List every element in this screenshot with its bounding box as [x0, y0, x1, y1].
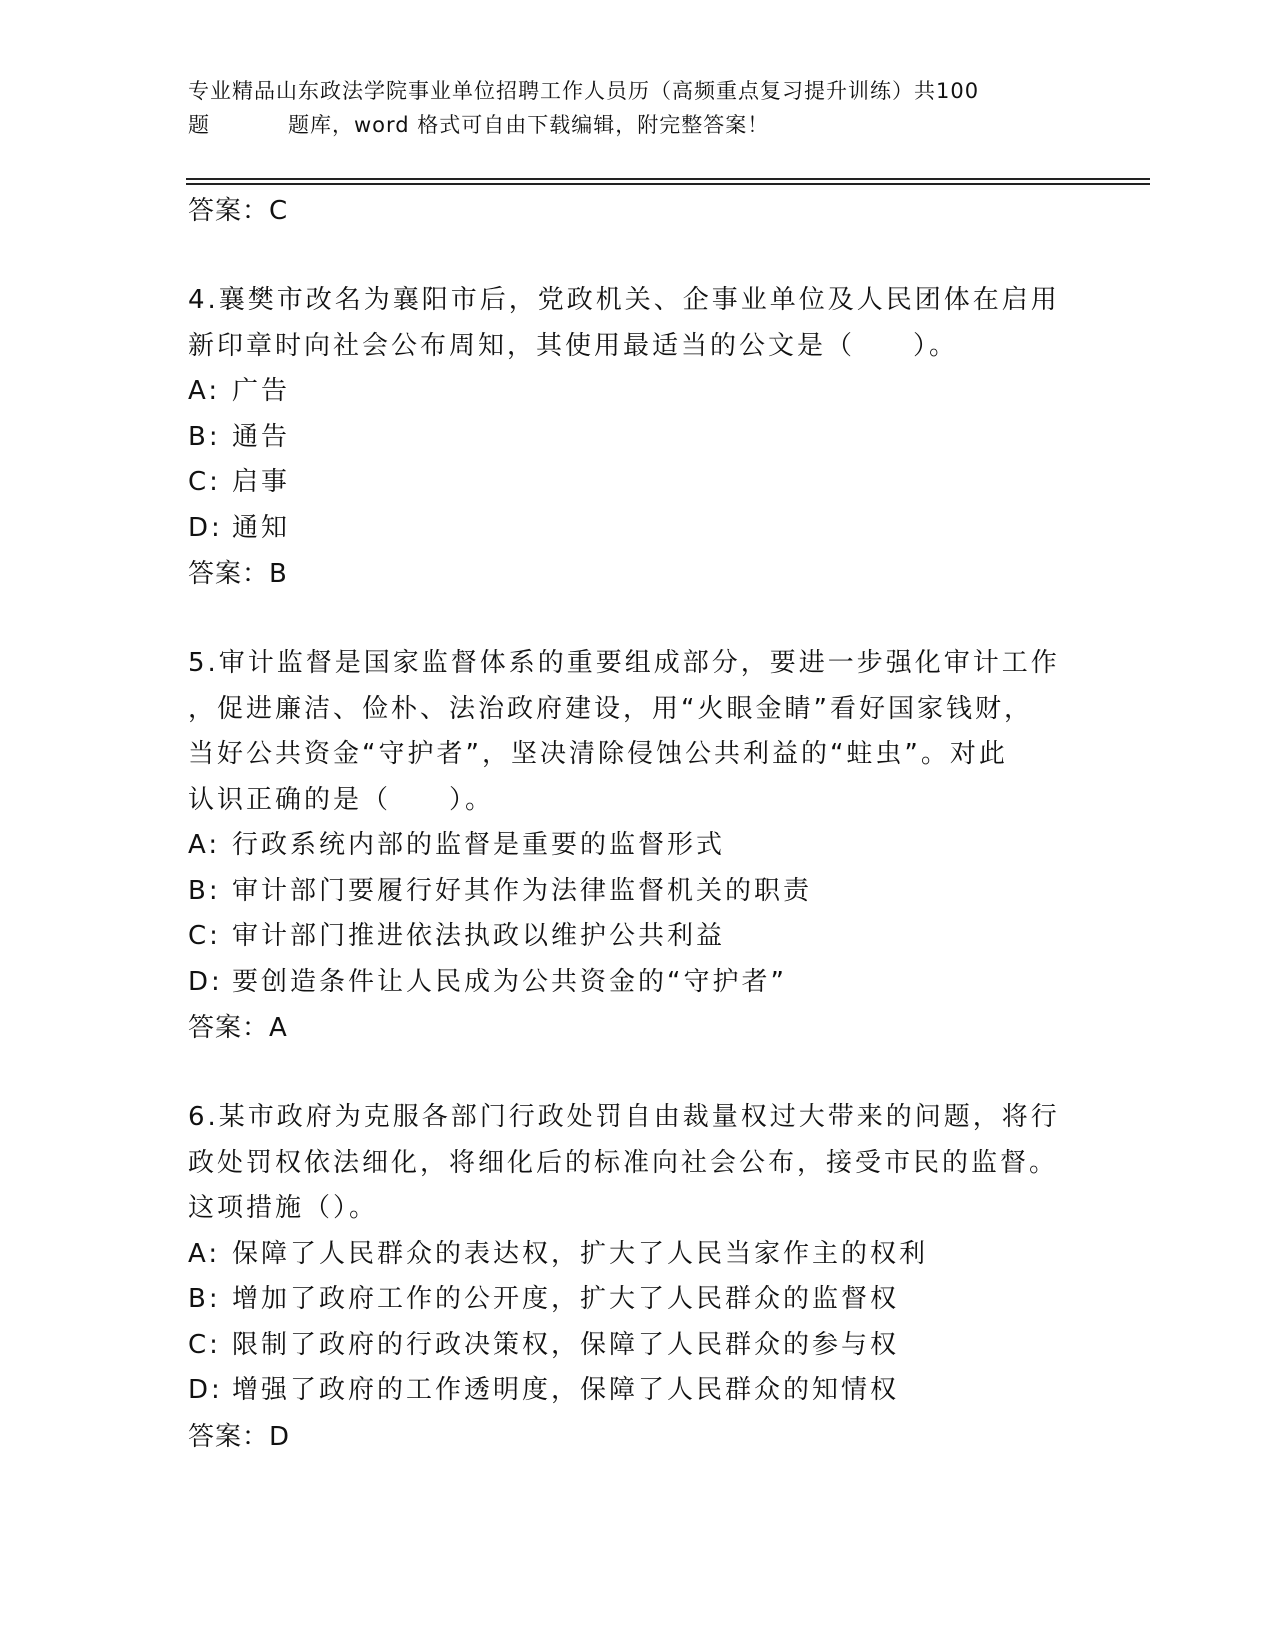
answer-line: 答案：D: [188, 1421, 291, 1452]
option-b: [188, 415, 1088, 461]
stem-line: 6.某市政府为克服各部门行政处罚自由裁量权过大带来的问题，将行: [188, 1102, 1060, 1132]
answer-line: 答案：A: [188, 1013, 288, 1043]
stem-line: 这项措施（）。: [188, 1193, 379, 1223]
option-c: [188, 460, 1088, 506]
question-block: [188, 641, 1088, 1051]
option-d: [188, 1368, 1088, 1414]
option-text: 启事: [232, 467, 291, 497]
option-letter: C:: [188, 921, 221, 951]
question-block: [188, 278, 1088, 597]
option-text: 行政系统内部的监督是重要的监督形式: [232, 830, 726, 860]
header-rule-bottom: [186, 183, 1150, 185]
previous-answer: 答案：C: [188, 196, 289, 226]
header-rule-top: [186, 178, 1150, 180]
option-letter: B:: [188, 421, 221, 452]
header-line-2: [188, 108, 1088, 142]
page-header: [188, 74, 1088, 142]
option-text: 限制了政府的行政决策权，保障了人民群众的参与权: [232, 1329, 900, 1360]
stem-line: 当好公共资金“守护者”，坚决清除侵蚀公共利益的“蛀虫”。对此: [188, 739, 1008, 769]
spacer: [188, 1051, 1088, 1095]
header-line-2-lead: 题: [188, 113, 210, 137]
question-stem: [188, 278, 1088, 369]
option-d: [188, 506, 1088, 552]
option-a: [188, 1232, 1088, 1278]
option-text: 审计部门推进依法执政以维护公共利益: [232, 921, 726, 951]
stem-line: 认识正确的是（ ）。: [188, 784, 495, 815]
option-a: [188, 369, 1088, 415]
option-c: [188, 1323, 1088, 1369]
option-text: 保障了人民群众的表达权，扩大了人民当家作主的权利: [232, 1238, 929, 1269]
option-a: [188, 823, 1088, 869]
option-d: [188, 960, 1088, 1006]
stem-line: ，促进廉洁、俭朴、法治政府建设，用“火眼金睛”看好国家钱财，: [188, 693, 1033, 724]
option-letter: B:: [188, 875, 221, 906]
option-letter: A:: [188, 376, 221, 406]
option-letter: B:: [188, 1284, 221, 1314]
option-text: 通告: [232, 421, 291, 452]
stem-line: 4.襄樊市改名为襄阳市后，党政机关、企事业单位及人民团体在启用: [188, 285, 1060, 315]
option-c: [188, 914, 1088, 960]
option-letter: C:: [188, 467, 221, 497]
option-letter: C:: [188, 1329, 221, 1360]
option-text: 要创造条件让人民成为公共资金的“守护者”: [232, 966, 787, 997]
option-b: [188, 1277, 1088, 1323]
question-block: [188, 1095, 1088, 1460]
stem-line: 5.审计监督是国家监督体系的重要组成部分，要进一步强化审计工作: [188, 648, 1060, 678]
header-line-2-rest: 题库，word 格式可自由下载编辑，附完整答案！: [288, 113, 770, 137]
stem-line: 政处罚权依法细化，将细化后的标准向社会公布，接受市民的监督。: [188, 1147, 1059, 1178]
option-text: 广告: [232, 376, 291, 406]
option-text: 增强了政府的工作透明度，保障了人民群众的知情权: [232, 1375, 900, 1405]
question-content: [188, 188, 1088, 1460]
option-letter: D:: [188, 966, 223, 997]
answer-line: 答案：B: [188, 559, 288, 589]
spacer: [188, 234, 1088, 278]
spacer: [188, 597, 1088, 641]
option-letter: A:: [188, 830, 221, 860]
option-letter: D:: [188, 512, 223, 543]
header-line-1: 专业精品山东政法学院事业单位招聘工作人员历（高频重点复习提升训练）共100: [188, 79, 980, 103]
option-letter: D:: [188, 1375, 223, 1405]
option-text: 通知: [232, 512, 291, 543]
stem-line: 新印章时向社会公布周知，其使用最适当的公文是（ ）。: [188, 330, 959, 361]
question-stem: [188, 1095, 1088, 1232]
option-text: 审计部门要履行好其作为法律监督机关的职责: [232, 875, 813, 906]
option-text: 增加了政府工作的公开度，扩大了人民群众的监督权: [232, 1284, 900, 1314]
question-stem: [188, 641, 1088, 823]
option-b: [188, 869, 1088, 915]
option-letter: A:: [188, 1238, 221, 1269]
